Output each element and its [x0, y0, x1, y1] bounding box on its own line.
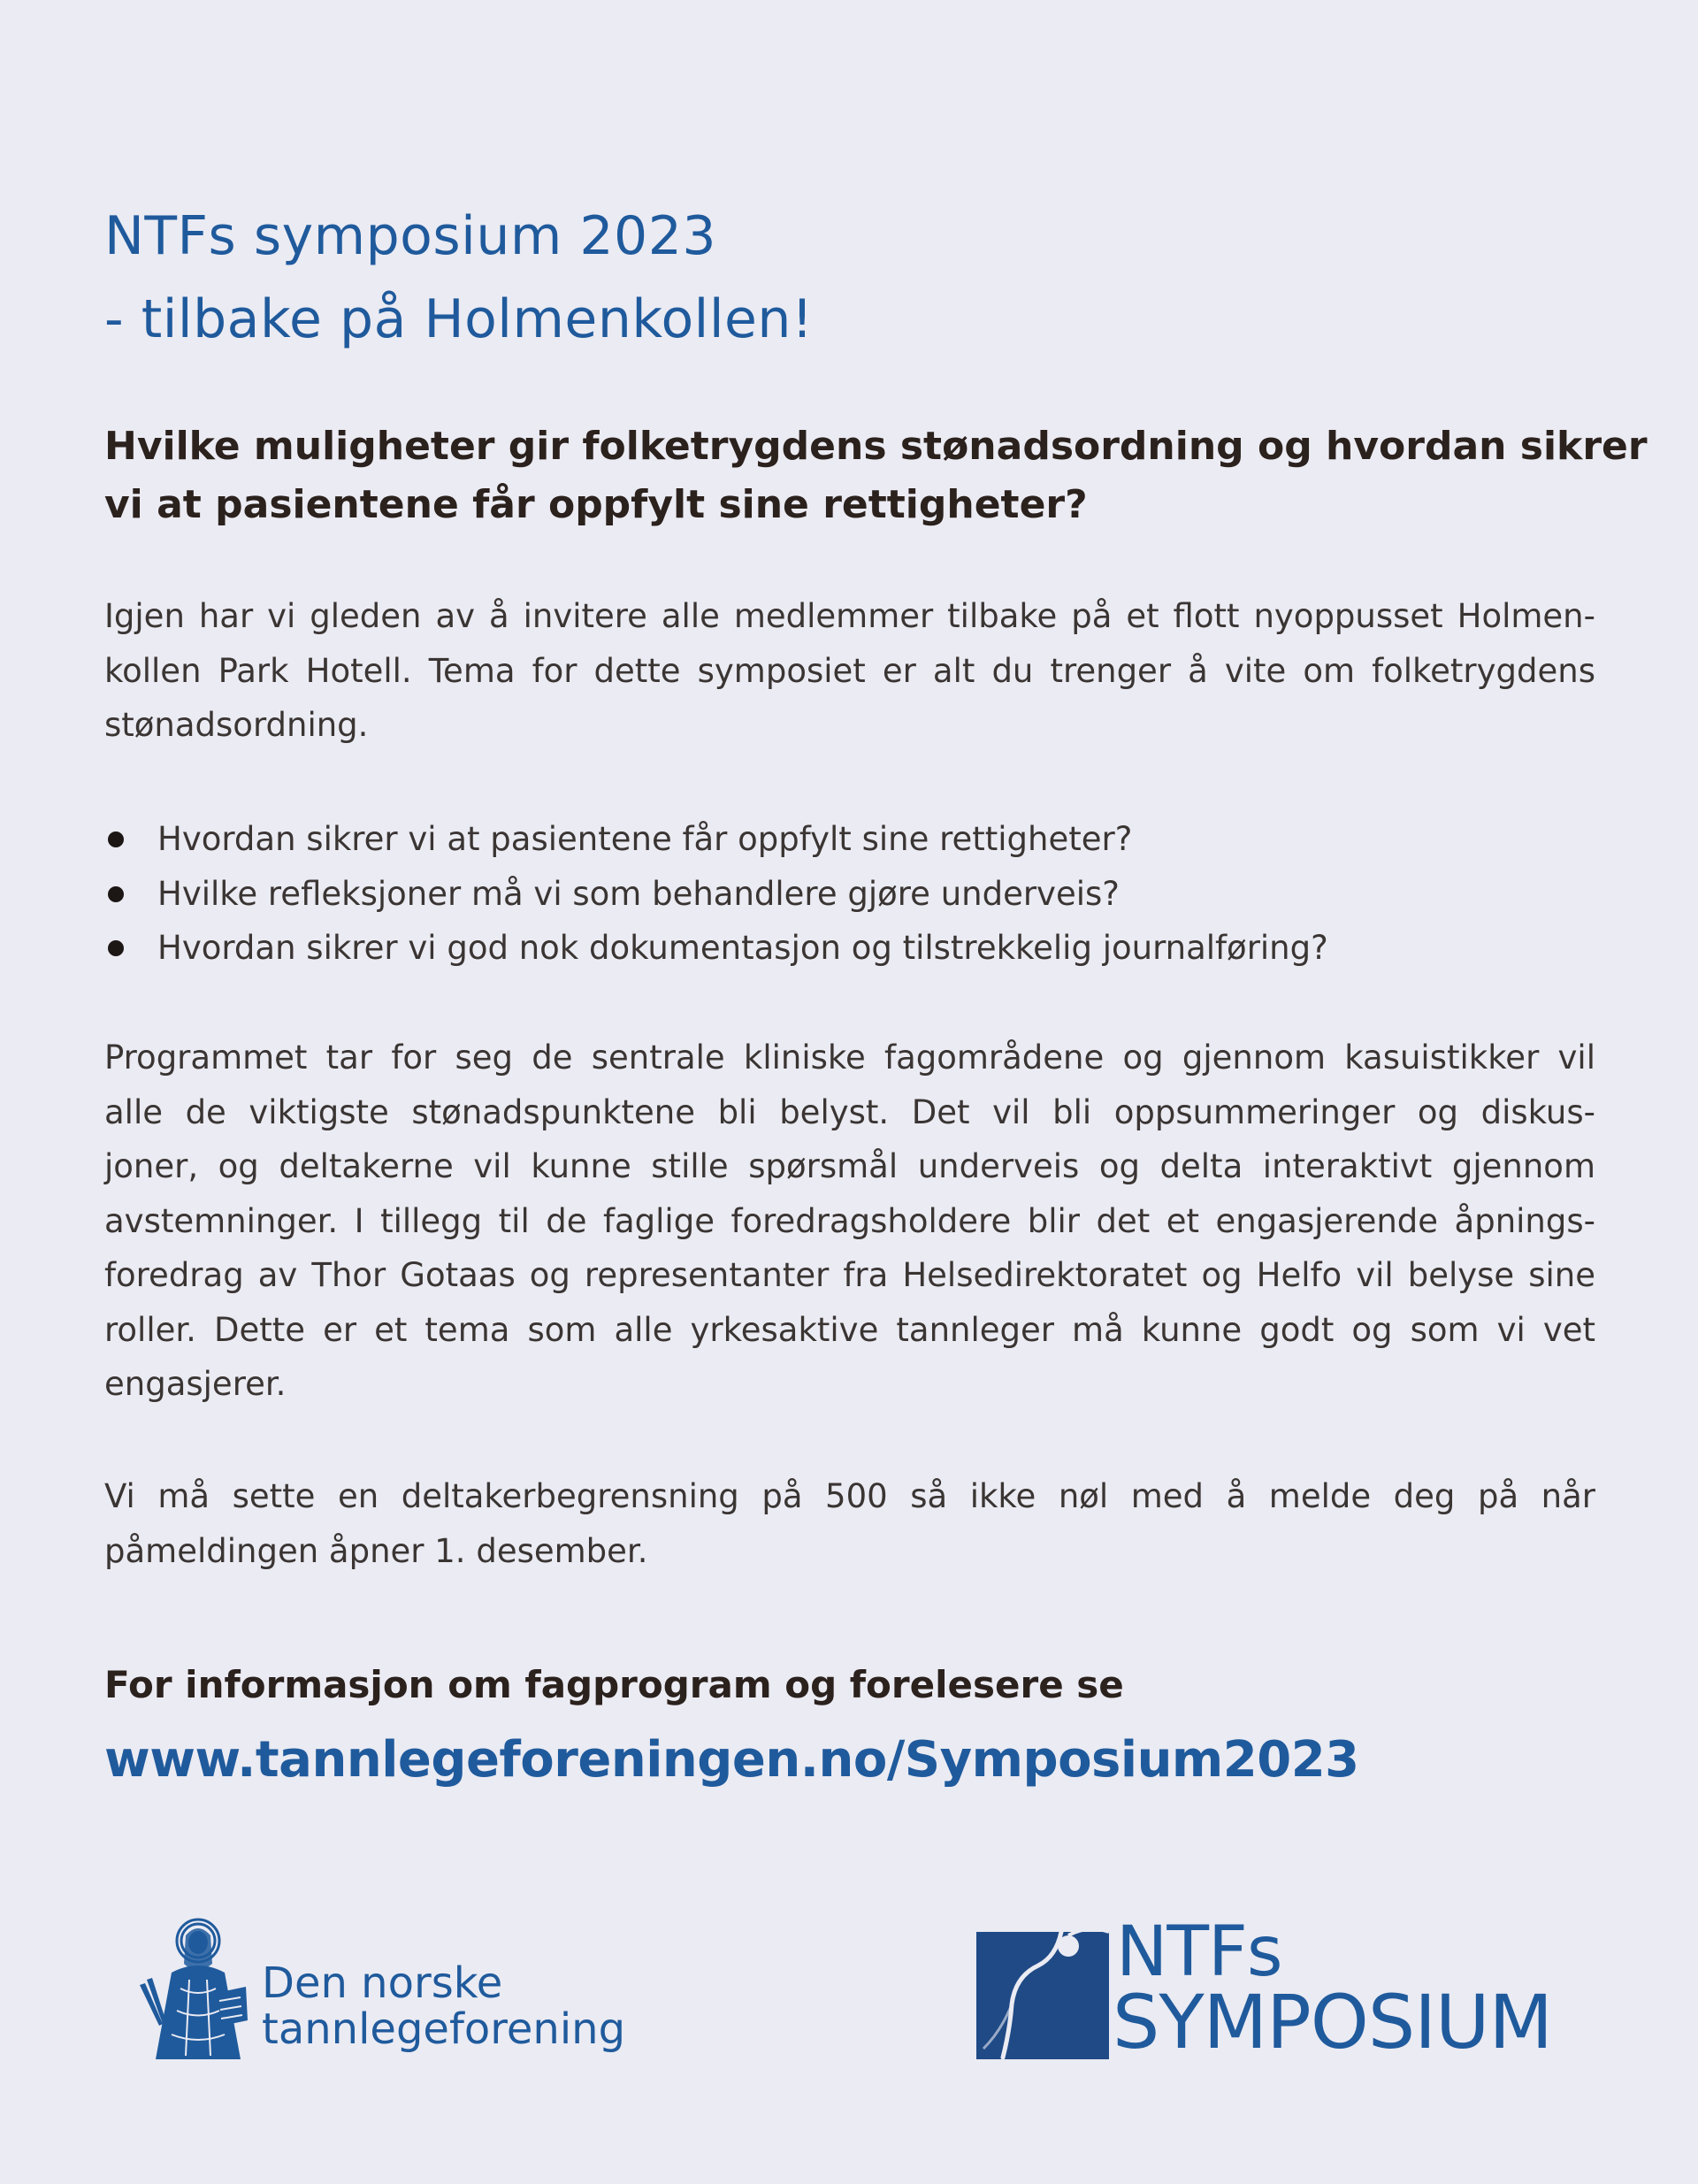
title-line-2: - tilbake på Holmenkollen!: [104, 288, 814, 350]
page-title: [104, 195, 1254, 361]
bullet-icon: [108, 831, 124, 847]
program-line: foredrag av Thor Gotaas og representanter fra Helsedirektoratet og Helfo vil belyse sine: [104, 1256, 1595, 1294]
ntfs-logo-line-2: SYMPOSIUM: [1113, 1979, 1552, 2065]
ntfs-symposium-logo: [976, 1912, 1578, 2066]
program-line: roller. Dette er et tema som alle yrkesaktive tannleger må kunne godt og som vi vet: [104, 1310, 1595, 1349]
info-label: For informasjon om fagprogram og forelesere se: [104, 1663, 1124, 1706]
dnt-logo-line-2: tannlegeforening: [262, 2004, 626, 2054]
dnt-logo: [136, 1909, 667, 2068]
dnt-logo-text: [262, 1960, 625, 2052]
program-line: Programmet tar for seg de sentrale kliniske fagområdene og gjennom kasuistikker vil: [104, 1038, 1595, 1077]
intro-line: Igjen har vi gleden av å invitere alle medlemmer tilbake på et flott nyoppusset Holmen-: [104, 597, 1595, 635]
list-item-text: Hvordan sikrer vi god nok dokumentasjon og tilstrekkelig journalføring?: [157, 929, 1328, 967]
subtitle-line-1: Hvilke muligheter gir folketrygdens stønadsordning og hvordan sikrer: [104, 424, 1648, 469]
page-subtitle: [104, 418, 1648, 534]
list-item: [104, 867, 1595, 922]
registration-line: påmeldingen åpner 1. desember.: [104, 1531, 648, 1570]
list-item: [104, 921, 1595, 976]
registration-line: Vi må sette en deltakerbegrensning på 500 så ikke nøl med å melde deg på når: [104, 1477, 1595, 1515]
dnt-logo-line-1: Den norske: [262, 1958, 503, 2008]
bullet-icon: [108, 940, 124, 956]
symposium-website-link[interactable]: www.tannlegeforeningen.no/Symposium2023: [104, 1731, 1359, 1789]
subtitle-line-2: vi at pasientene får oppfylt sine rettigheter?: [104, 482, 1088, 527]
list-item: [104, 812, 1595, 867]
program-paragraph: [104, 1031, 1595, 1412]
saint-apollonia-emblem-icon: [136, 1909, 251, 2068]
dental-instrument-square-icon: [976, 1925, 1111, 2059]
list-item-text: Hvilke refleksjoner må vi som behandlere gjøre underveis?: [157, 874, 1120, 913]
bullet-icon: [108, 886, 124, 902]
program-line: alle de viktigste stønadspunktene bli belyst. Det vil bli oppsummeringer og diskus-: [104, 1092, 1595, 1131]
intro-line: kollen Park Hotell. Tema for dette symposiet er alt du trenger å vite om folketrygdens: [104, 651, 1595, 690]
program-line: joner, og deltakerne vil kunne stille spørsmål underveis og delta interaktivt gjennom: [104, 1147, 1595, 1185]
topic-list: [104, 812, 1595, 976]
intro-line: stønadsordning.: [104, 706, 369, 744]
program-line: engasjerer.: [104, 1365, 287, 1403]
intro-paragraph: [104, 589, 1595, 753]
ntfs-logo-line-1: NTFs: [1116, 1912, 1282, 1992]
title-line-1: NTFs symposium 2023: [104, 205, 717, 267]
program-line: avstemninger. I tillegg til de faglige foredragsholdere blir det et engasjerende åpnings-: [104, 1201, 1595, 1240]
list-item-text: Hvordan sikrer vi at pasientene får oppfylt sine rettigheter?: [157, 820, 1133, 858]
registration-paragraph: [104, 1469, 1595, 1578]
